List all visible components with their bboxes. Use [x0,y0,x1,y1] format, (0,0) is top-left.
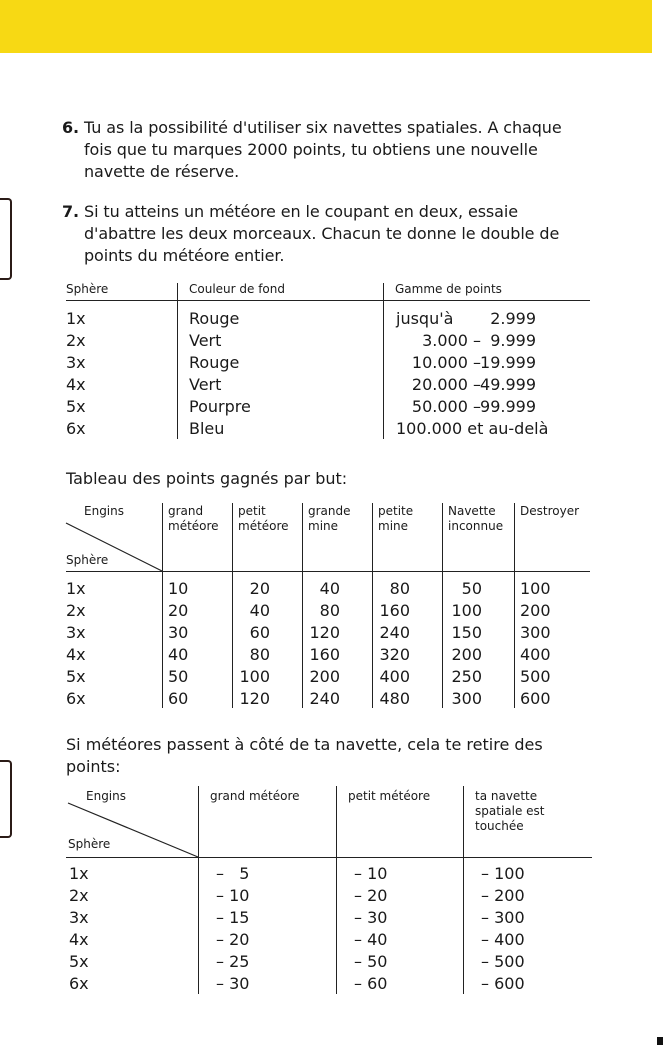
sphere-cell: 2x [66,601,86,620]
penalty-value-cell: – 20 [216,930,250,949]
points-value-cell: 320 [379,645,410,664]
points-value-cell: 40 [319,579,340,598]
points-value-cell: 160 [309,645,340,664]
penalty-value-cell: – 25 [216,952,250,971]
points-value-cell: 50 [168,667,189,686]
points-value-cell: 40 [249,601,270,620]
penalty-value-cell: – 20 [354,886,388,905]
sphere-cell: 5x [69,952,89,971]
penalty-value-cell: – 5 [216,864,250,883]
points-value-cell: 120 [239,689,270,708]
points-value-cell: 20 [249,579,270,598]
column-header-line1: Destroyer [520,504,580,518]
penalty-value-cell: – 10 [354,864,388,883]
column-header-line: ta navette [475,789,538,803]
penalty-value-cell: – 40 [354,930,388,949]
sphere-cell: 4x [66,375,86,394]
sphere-cell: 1x [66,579,86,598]
points-value-cell: 250 [451,667,482,686]
points-value-cell: 60 [168,689,189,708]
column-header-line2: météore [168,519,219,533]
column-header-line2: mine [378,519,409,533]
sphere-cell: 1x [66,309,86,328]
sphere-cell: 2x [69,886,89,905]
penalty-value-cell: – 300 [481,908,525,927]
penalty-value-cell: – 30 [216,974,250,993]
points-value-cell: 10 [168,579,189,598]
points-table-caption: Tableau des points gagnés par but: [66,469,348,488]
column-header: Sphère [66,282,109,296]
penalty-value-cell: – 15 [216,908,250,927]
range-cell: 100.000 et au-delà [396,419,549,438]
column-divider [198,786,199,994]
penalty-table-caption: Si météores passent à côté de ta navette, cela te retire des points: [66,735,543,776]
points-value-cell: 30 [168,623,189,642]
points-value-cell: 400 [520,645,551,664]
points-value-cell: 80 [319,601,340,620]
column-header-line1: petit [238,504,266,518]
sphere-cell: 4x [69,930,89,949]
points-value-cell: 20 [168,601,189,620]
column-header-line1: Navette [448,504,496,518]
column-header-line1: grand [168,504,204,518]
header-rule [66,857,592,858]
range-start-cell: 10.000 – [411,353,481,372]
sphere-cell: 2x [66,331,86,350]
sphere-cell: 3x [66,623,86,642]
column-divider [336,786,337,994]
column-header-line2: météore [238,519,289,533]
penalty-value-cell: – 400 [481,930,525,949]
points-value-cell: 60 [249,623,270,642]
corner-label-engins: Engins [84,504,124,518]
column-header-line1: grande [308,504,351,518]
points-value-cell: 200 [451,645,482,664]
points-value-cell: 100 [451,601,482,620]
points-value-cell: 300 [451,689,482,708]
instruction-number: 6. [62,118,80,137]
column-header: Couleur de fond [189,282,285,296]
points-value-cell: 150 [451,623,482,642]
corner-label-sphere: Sphère [68,837,111,851]
points-value-cell: 80 [249,645,270,664]
points-value-cell: 80 [389,579,410,598]
sphere-cell: 6x [66,419,86,438]
column-header-line2: mine [308,519,339,533]
points-value-cell: 100 [520,579,551,598]
points-value-cell: 300 [520,623,551,642]
column-header-line1: petite [378,504,414,518]
instruction-number: 7. [62,202,80,221]
points-value-cell: 240 [379,623,410,642]
penalty-value-cell: – 10 [216,886,250,905]
range-end-cell: 2.999 [490,309,536,328]
color-cell: Vert [189,375,222,394]
instruction-text: Si tu atteins un météore en le coupant en deux, essaie d'abattre les deux morceaux. Chacun te donne le double de points du météore entier. [84,202,560,265]
penalty-value-cell: – 200 [481,886,525,905]
color-cell: Rouge [189,353,240,372]
points-value-cell: 240 [309,689,340,708]
points-value-cell: 100 [239,667,270,686]
points-value-cell: 600 [520,689,551,708]
sphere-cell: 3x [66,353,86,372]
column-divider [463,786,464,994]
range-end-cell: 49.999 [480,375,536,394]
penalty-value-cell: – 30 [354,908,388,927]
penalty-value-cell: – 60 [354,974,388,993]
column-header-line: petit météore [348,789,431,803]
range-end-cell: 19.999 [480,353,536,372]
range-start-cell: jusqu'à [396,309,454,328]
sphere-cell: 3x [69,908,89,927]
range-start-cell: 50.000 – [411,397,481,416]
penalty-value-cell: – 100 [481,864,525,883]
points-value-cell: 400 [379,667,410,686]
sphere-cell: 1x [69,864,89,883]
points-value-cell: 200 [309,667,340,686]
penalty-value-cell: – 500 [481,952,525,971]
color-cell: Rouge [189,309,240,328]
color-cell: Bleu [189,419,225,438]
instruction-text: Tu as la possibilité d'utiliser six navettes spatiales. A chaque fois que tu marques 2000 points, tu obtiens une nouvelle navette de réserve. [84,118,562,181]
range-start-cell: 3.000 – [422,331,481,350]
sphere-cell: 6x [66,689,86,708]
column-header-line: spatiale est [475,804,545,818]
color-cell: Vert [189,331,222,350]
column-header-line: grand météore [210,789,300,803]
points-value-cell: 50 [461,579,482,598]
points-value-cell: 200 [520,601,551,620]
sphere-cell: 5x [66,667,86,686]
points-value-cell: 40 [168,645,189,664]
points-value-cell: 120 [309,623,340,642]
range-end-cell: 99.999 [480,397,536,416]
corner-label-engins: Engins [86,789,126,803]
points-value-cell: 480 [379,689,410,708]
sphere-cell: 6x [69,974,89,993]
range-end-cell: 9.999 [490,331,536,350]
column-header: Gamme de points [395,282,502,296]
corner-label-sphere: Sphère [66,553,109,567]
sphere-cell: 4x [66,645,86,664]
points-value-cell: 160 [379,601,410,620]
penalty-value-cell: – 600 [481,974,525,993]
color-cell: Pourpre [189,397,251,416]
range-start-cell: 20.000 – [411,375,481,394]
column-header-line: touchée [475,819,524,833]
penalty-value-cell: – 50 [354,952,388,971]
points-value-cell: 500 [520,667,551,686]
sphere-cell: 5x [66,397,86,416]
column-header-line2: inconnue [448,519,504,533]
